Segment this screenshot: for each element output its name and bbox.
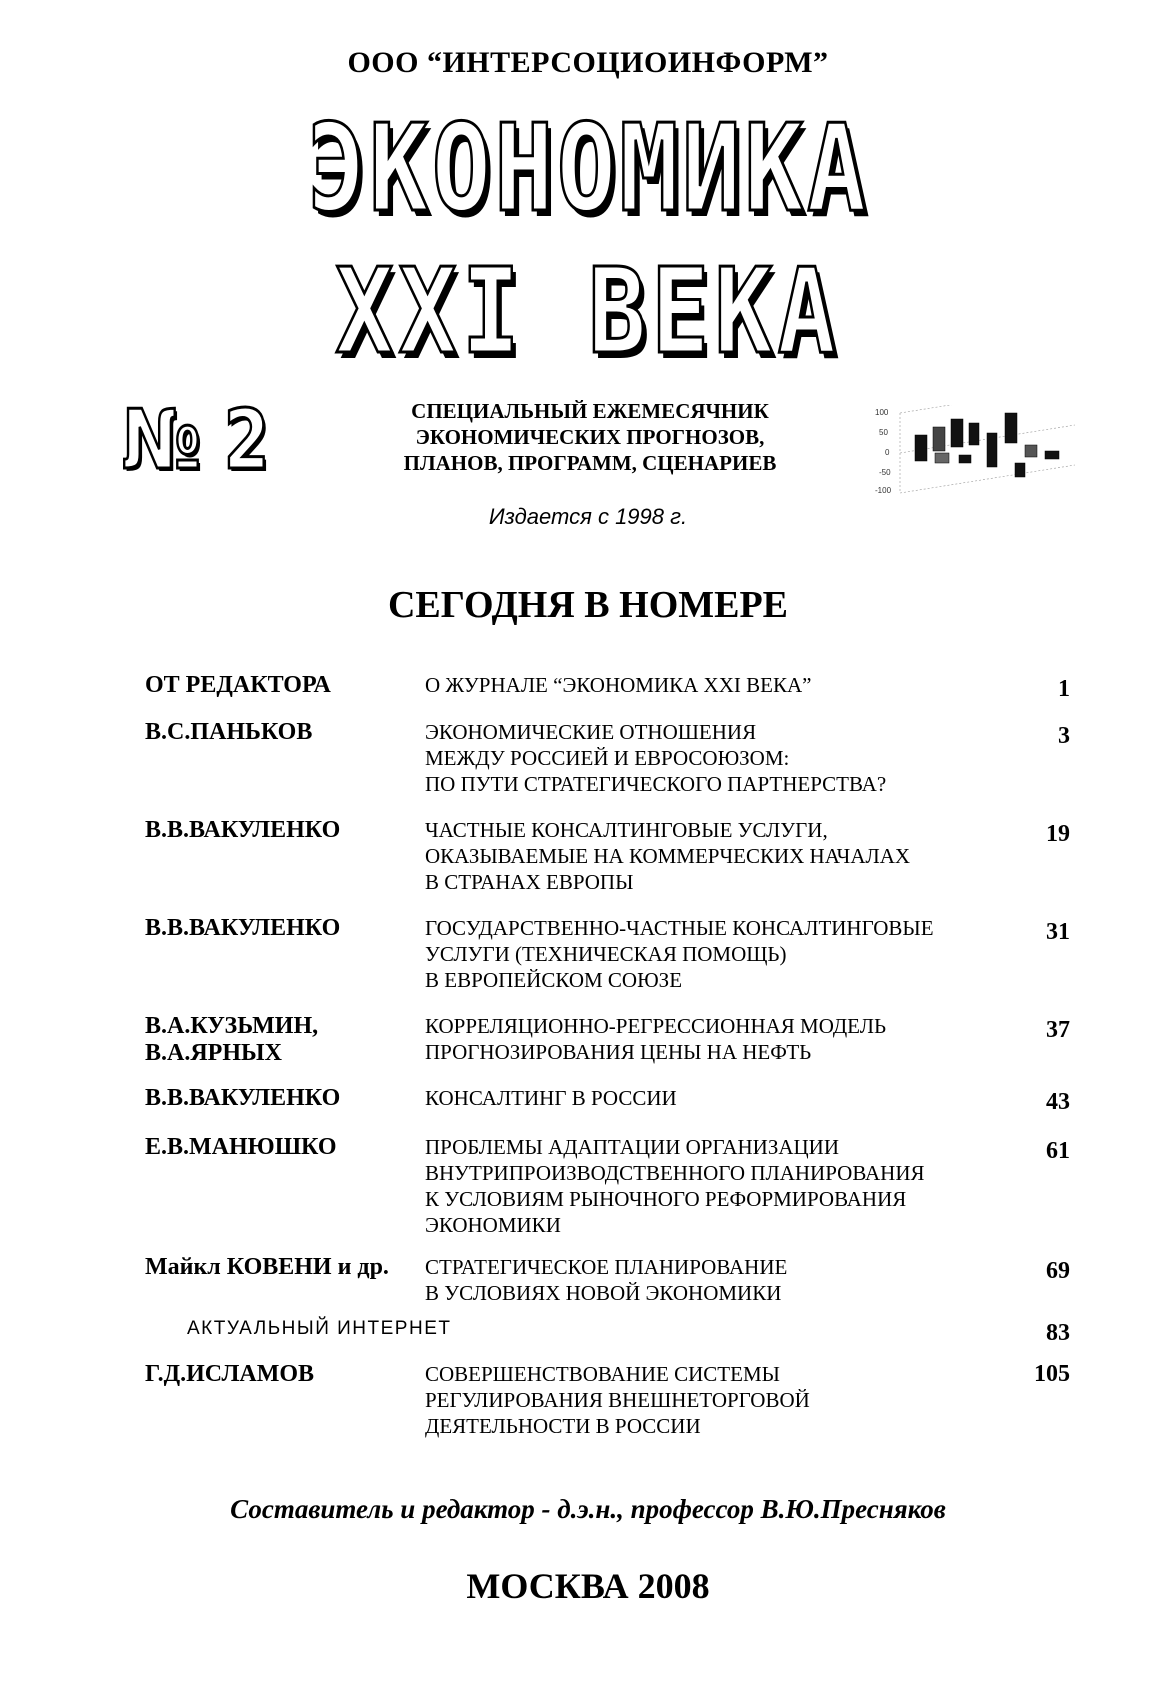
toc-article-title: КОНСАЛТИНГ В РОССИИ [425, 1086, 677, 1110]
toc-row[interactable] [145, 1013, 1070, 1067]
toc-row[interactable] [145, 1254, 1070, 1306]
subtitle-line: СПЕЦИАЛЬНЫЙ ЕЖЕМЕСЯЧНИК [411, 399, 769, 423]
toc-page-number: 105 [1034, 1361, 1070, 1387]
toc-page-number: 31 [1046, 919, 1070, 945]
chart-tick: 0 [885, 448, 890, 457]
toc-author: Майкл КОВЕНИ и др. [145, 1254, 389, 1280]
publisher-name: ООО “ИНТЕРСОЦИОИНФОРМ” [347, 46, 829, 79]
table-of-contents [145, 672, 1070, 1439]
toc-author: ОТ РЕДАКТОРА [145, 672, 331, 698]
toc-page-number: 3 [1058, 723, 1070, 749]
journal-title-line2: XXI ВЕКА [335, 242, 841, 380]
toc-article-title: ЭКОНОМИЧЕСКИЕ ОТНОШЕНИЯ МЕЖДУ РОССИЕЙ И ЕВРОСОЮЗОМ: ПО ПУТИ СТРАТЕГИЧЕСКОГО ПАРТНЕРСТВА? [425, 720, 887, 796]
toc-author: Г.Д.ИСЛАМОВ [145, 1361, 315, 1387]
toc-author: В.А.КУЗЬМИН, В.А.ЯРНЫХ [145, 1013, 319, 1066]
toc-page-number: 83 [1046, 1320, 1070, 1346]
toc-article-title: ПРОБЛЕМЫ АДАПТАЦИИ ОРГАНИЗАЦИИ ВНУТРИПРОИЗВОДСТВЕННОГО ПЛАНИРОВАНИЯ К УСЛОВИЯМ РЫНОЧНОГО РЕФОРМИРОВАНИЯ ЭКОНОМИКИ [425, 1135, 925, 1237]
toc-page-number: 19 [1046, 821, 1070, 847]
section-title: СЕГОДНЯ В НОМЕРЕ [387, 584, 789, 626]
toc-row[interactable] [145, 719, 1070, 797]
editor-credit: Составитель и редактор - д.э.н., профессор В.Ю.Пресняков [230, 1494, 946, 1524]
subtitle-line: ПЛАНОВ, ПРОГРАММ, СЦЕНАРИЕВ [403, 451, 777, 475]
toc-article-title: ГОСУДАРСТВЕННО-ЧАСТНЫЕ КОНСАЛТИНГОВЫЕ УСЛУГИ (ТЕХНИЧЕСКАЯ ПОМОЩЬ) В ЕВРОПЕЙСКОМ СОЮЗЕ [425, 916, 934, 992]
toc-page-number: 69 [1046, 1258, 1070, 1284]
chart-tick: -100 [875, 486, 892, 495]
chart-tick: 50 [879, 428, 888, 437]
toc-article-title: ЧАСТНЫЕ КОНСАЛТИНГОВЫЕ УСЛУГИ, ОКАЗЫВАЕМЫЕ НА КОММЕРЧЕСКИХ НАЧАЛАХ В СТРАНАХ ЕВРОПЫ [425, 818, 911, 894]
toc-page-number: 37 [1046, 1017, 1070, 1043]
toc-row[interactable] [145, 1134, 1070, 1238]
toc-row[interactable] [145, 672, 1070, 703]
issue-number: № 2 [122, 393, 270, 488]
toc-author: В.С.ПАНЬКОВ [145, 719, 313, 745]
toc-row[interactable] [145, 817, 1070, 895]
published-since: Издается с 1998 г. [488, 504, 688, 529]
journal-title-line1: ЭКОНОМИКА [306, 100, 870, 239]
toc-article-title: КОРРЕЛЯЦИОННО-РЕГРЕССИОННАЯ МОДЕЛЬ ПРОГНОЗИРОВАНИЯ ЦЕНЫ НА НЕФТЬ [425, 1014, 887, 1064]
city-year: МОСКВА 2008 [466, 1566, 710, 1606]
chart-tick: 100 [875, 408, 889, 417]
toc-row[interactable] [145, 1361, 1070, 1439]
toc-author: Е.В.МАНЮШКО [145, 1134, 337, 1160]
toc-page-number: 61 [1046, 1138, 1070, 1164]
subtitle-line: ЭКОНОМИЧЕСКИХ ПРОГНОЗОВ, [415, 425, 765, 449]
toc-article-title: О ЖУРНАЛЕ “ЭКОНОМИКА XXI ВЕКА” [425, 673, 812, 697]
toc-author: В.В.ВАКУЛЕНКО [145, 817, 341, 843]
toc-article-title: СТРАТЕГИЧЕСКОЕ ПЛАНИРОВАНИЕ В УСЛОВИЯХ НОВОЙ ЭКОНОМИКИ [425, 1255, 788, 1305]
toc-author: В.В.ВАКУЛЕНКО [145, 1085, 341, 1111]
chart-tick: -50 [879, 468, 891, 477]
toc-section-internet: АКТУАЛЬНЫЙ ИНТЕРНЕТ [187, 1318, 452, 1339]
toc-row-internet[interactable] [145, 1316, 1070, 1347]
toc-page-number: 43 [1046, 1089, 1070, 1115]
toc-row[interactable] [145, 915, 1070, 993]
toc-article-title: СОВЕРШЕНСТВОВАНИЕ СИСТЕМЫ РЕГУЛИРОВАНИЯ ВНЕШНЕТОРГОВОЙ ДЕЯТЕЛЬНОСТИ В РОССИИ [425, 1362, 810, 1438]
toc-page-number: 1 [1058, 676, 1070, 702]
journal-subtitle [340, 398, 840, 476]
toc-author: В.В.ВАКУЛЕНКО [145, 915, 341, 941]
decorative-3d-bar-chart-icon [875, 405, 1085, 505]
toc-row[interactable] [145, 1085, 1070, 1116]
